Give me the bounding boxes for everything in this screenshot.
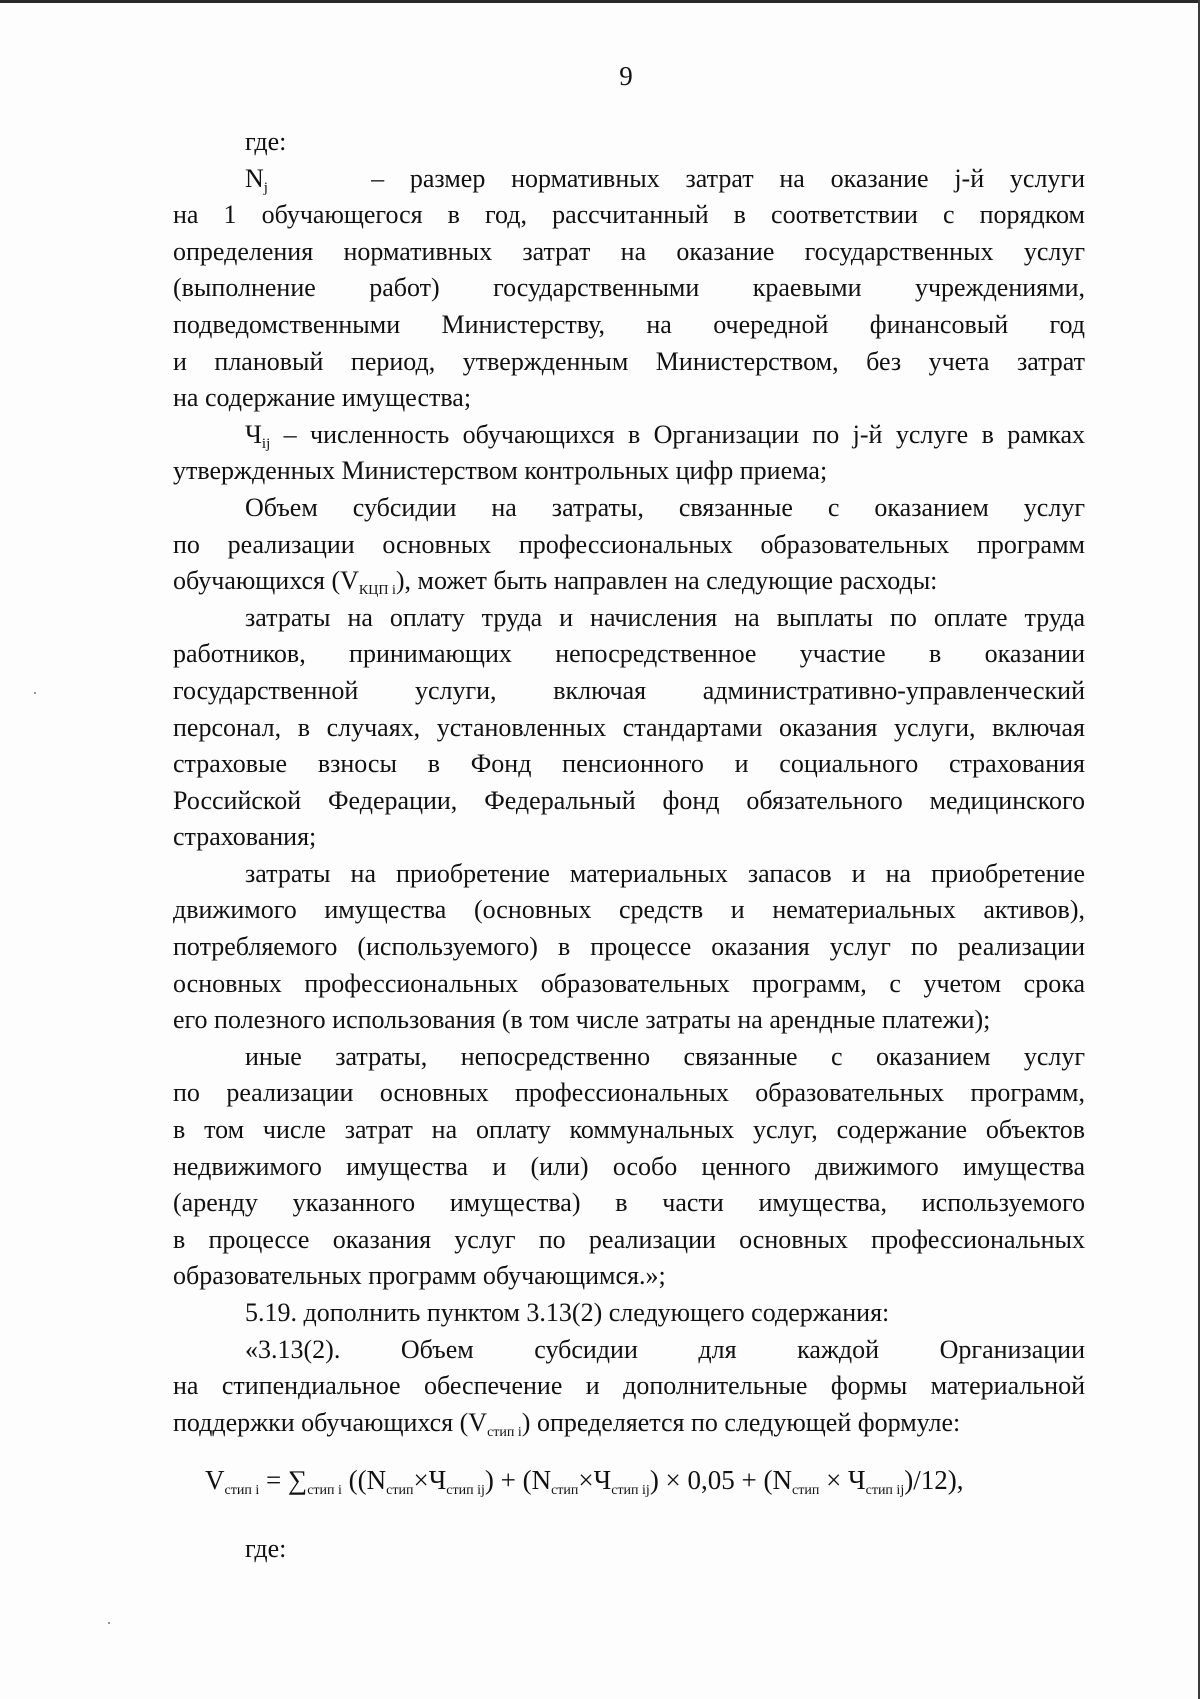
line-text: (выполнение работ) государственными краевыми учреждениями,: [173, 273, 1085, 303]
text-line: [173, 417, 1085, 454]
text-line: [173, 929, 1085, 966]
formula-part: = ∑: [259, 1465, 308, 1495]
formula-subscript: стип ij: [611, 1483, 650, 1498]
line-text: утвержденных Министерством контрольных цифр приема;: [173, 456, 828, 486]
formula-part: ×Ч: [578, 1465, 612, 1495]
text-line: [173, 673, 1085, 710]
line-text: определения нормативных затрат на оказание государственных услуг: [173, 236, 1085, 266]
line-text: – размер нормативных затрат на оказание j-й услуги: [371, 163, 1085, 193]
text-line: [173, 1149, 1085, 1186]
line-text: по реализации основных профессиональных образовательных программ: [173, 529, 1085, 559]
line-text: подведомственными Министерству, на очередной финансовый год: [173, 309, 1085, 339]
formula-subscript: стип ij: [865, 1483, 905, 1498]
formula-part: × Ч: [819, 1465, 866, 1495]
text-line: [173, 270, 1085, 307]
subscript: j: [263, 179, 268, 196]
symbol-ch: Ч: [245, 419, 262, 449]
line-text: – численность обучающихся в Организации по j-й услуге в рамках: [270, 419, 1085, 449]
text-line: [173, 1075, 1085, 1112]
formula-part: ×Ч: [413, 1465, 447, 1495]
text-line: [173, 819, 1085, 856]
line-text: страховые взносы в Фонд пенсионного и социального страхования: [173, 749, 1085, 779]
subscript: КЦП i: [358, 583, 396, 599]
line-text: затраты на оплату труда и начисления на выплаты по оплате труда: [245, 602, 1085, 632]
formula-subscript: стип ij: [446, 1483, 485, 1498]
text-line: [173, 453, 1085, 490]
line-text: государственной услуги, включая административно-управленческий: [173, 675, 1085, 705]
formula-part: ((N: [341, 1465, 387, 1495]
scan-top-edge: [0, 0, 1200, 3]
line-text: на содержание имущества;: [173, 383, 472, 413]
symbol-n: N: [245, 163, 264, 193]
line-text: (аренду указанного имущества) в части имущества, используемого: [173, 1188, 1085, 1218]
scan-speck: [34, 692, 36, 694]
line-text: недвижимого имущества и (или) особо ценного движимого имущества: [173, 1151, 1085, 1181]
text-line: [173, 600, 1085, 637]
line-text: «3.13(2). Объем субсидии для каждой Организации: [245, 1334, 1085, 1364]
text-line: [173, 307, 1085, 344]
text-line: [173, 197, 1085, 234]
subscript: ij: [261, 435, 271, 452]
line-text: работников, принимающих непосредственное участие в оказании: [173, 639, 1085, 669]
text-line: [173, 856, 1085, 893]
line-text: образовательных программ обучающимся.»;: [173, 1261, 666, 1291]
formula-part: ) + (N: [484, 1465, 552, 1495]
text-line: [173, 1368, 1085, 1405]
text-line: [173, 344, 1085, 381]
line-text: Российской Федерации, Федеральный фонд обязательного медицинского: [173, 785, 1085, 815]
text-line: [173, 746, 1085, 783]
formula-subscript: стип i: [224, 1483, 260, 1498]
text-line: [173, 1039, 1085, 1076]
line-text: основных профессиональных образовательных программ, с учетом срока: [173, 968, 1085, 998]
line-text: движимого имущества (основных средств и нематериальных активов),: [173, 895, 1085, 925]
text-line: [173, 1112, 1085, 1149]
text-line: [173, 124, 1085, 161]
line-text: потребляемого (используемого) в процессе оказания услуг по реализации: [173, 932, 1085, 962]
text-line: [173, 1258, 1085, 1295]
text-line: [173, 161, 1085, 198]
scan-speck: [108, 1622, 110, 1624]
formula: [205, 1462, 963, 1498]
line-text: персонал, в случаях, установленных стандартами оказания услуги, включая: [173, 712, 1085, 742]
formula-part: ) × 0,05 + (N: [649, 1465, 792, 1495]
text-line: [173, 1332, 1085, 1369]
text-line: [173, 490, 1085, 527]
line-text: в том числе затрат на оплату коммунальных услуг, содержание объектов: [173, 1115, 1085, 1145]
text-line: [173, 1405, 1085, 1442]
formula-subscript: стип: [551, 1483, 579, 1498]
text-line: [173, 636, 1085, 673]
formula-part: V: [205, 1465, 225, 1495]
line-text: по реализации основных профессиональных образовательных программ,: [173, 1078, 1085, 1108]
text-line: [173, 527, 1085, 564]
text-line: [173, 1185, 1085, 1222]
line-text: Объем субсидии на затраты, связанные с оказанием услуг: [245, 492, 1085, 522]
line-text: иные затраты, непосредственно связанные с оказанием услуг: [245, 1041, 1085, 1071]
text-line: [173, 892, 1085, 929]
formula-where-label: где:: [245, 1534, 287, 1563]
line-text: страхования;: [173, 822, 317, 852]
line-text: поддержки обучающихся (V: [173, 1407, 488, 1437]
formula-subscript: стип i: [307, 1483, 342, 1498]
line-text: на 1 обучающегося в год, рассчитанный в соответствии с порядком: [173, 200, 1085, 230]
text-line: [173, 1295, 1085, 1332]
subscript: стип i: [487, 1424, 522, 1440]
text-line: [173, 234, 1085, 271]
line-text: обучающихся (V: [173, 566, 359, 596]
line-text: ) определяется по следующей формуле:: [521, 1407, 961, 1437]
text-line: [173, 380, 1085, 417]
text-line: [173, 710, 1085, 747]
line-text: на стипендиальное обеспечение и дополнительные формы материальной: [173, 1371, 1085, 1401]
text-line: [173, 563, 1085, 600]
text-line: [173, 1222, 1085, 1259]
line-text: ), может быть направлен на следующие расходы:: [395, 566, 938, 596]
line-text: где:: [245, 127, 287, 156]
line-text: затраты на приобретение материальных запасов и на приобретение: [245, 858, 1085, 888]
line-text: 5.19. дополнить пунктом 3.13(2) следующего содержания:: [245, 1298, 890, 1327]
page-number: 9: [619, 61, 633, 91]
formula-subscript: стип: [386, 1483, 414, 1498]
line-text: его полезного использования (в том числе затраты на арендные платежи);: [173, 1005, 991, 1035]
body-text: [173, 124, 1085, 1441]
formula-subscript: стип: [792, 1483, 820, 1498]
text-line: [173, 783, 1085, 820]
line-text: в процессе оказания услуг по реализации основных профессиональных: [173, 1224, 1085, 1254]
text-line: [173, 966, 1085, 1003]
text-line: [173, 1002, 1085, 1039]
formula-part: )/12),: [904, 1465, 964, 1495]
line-text: и плановый период, утвержденным Министерством, без учета затрат: [173, 346, 1085, 376]
